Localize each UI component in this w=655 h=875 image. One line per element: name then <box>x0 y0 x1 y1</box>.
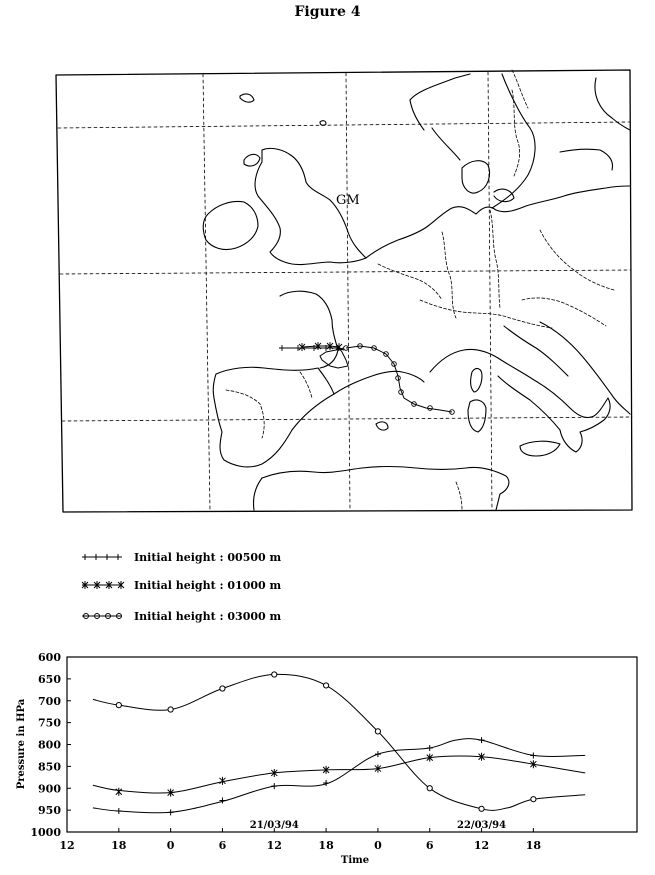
data-point-plus <box>375 751 381 757</box>
x-tick-label: 0 <box>374 839 382 852</box>
data-point-circle <box>220 686 225 691</box>
data-point-star <box>116 788 122 796</box>
x-tick-label: 18 <box>111 839 127 852</box>
data-point-circle <box>427 786 432 791</box>
map-trajectory-3000m <box>346 346 452 412</box>
series-line-star <box>93 756 585 793</box>
y-tick-label: 950 <box>38 804 61 818</box>
date-label: 22/03/94 <box>457 820 507 831</box>
x-tick-label: 6 <box>218 839 227 852</box>
site-label-gm: GM <box>336 193 360 208</box>
map-borders <box>226 70 614 510</box>
y-tick-label: 800 <box>38 738 61 752</box>
legend <box>0 540 655 630</box>
legend-label-1000m: Initial height : 01000 m <box>134 579 282 592</box>
date-label: 21/03/94 <box>249 820 299 831</box>
x-tick-label: 18 <box>525 839 542 852</box>
data-point-circle <box>323 683 328 688</box>
data-point-plus <box>479 737 485 743</box>
y-tick-label: 850 <box>38 760 61 774</box>
data-point-plus <box>427 745 433 751</box>
series-layer <box>93 672 585 815</box>
x-tick-label: 12 <box>473 839 490 852</box>
y-tick-label: 700 <box>38 694 61 708</box>
data-point-plus <box>219 798 225 804</box>
legend-marker-circle <box>82 614 122 619</box>
legend-marker-star <box>82 581 124 589</box>
x-tick-label: 12 <box>266 839 282 852</box>
y-axis <box>30 651 71 839</box>
map-coastlines <box>203 74 630 510</box>
series-line-plus <box>93 739 585 813</box>
data-point-circle <box>479 806 484 811</box>
data-point-circle <box>531 797 536 802</box>
data-point-plus <box>323 780 329 786</box>
y-tick-label: 900 <box>38 782 61 796</box>
legend-label-500m: Initial height : 00500 m <box>134 551 282 564</box>
legend-marker-plus <box>82 554 122 560</box>
data-point-circle <box>375 729 380 734</box>
pressure-chart <box>0 640 655 875</box>
x-tick-label: 12 <box>59 839 75 852</box>
data-point-circle <box>116 703 121 708</box>
x-tick-label: 6 <box>425 839 434 852</box>
data-point-circle <box>168 707 173 712</box>
data-point-circle <box>272 672 277 677</box>
data-point-plus <box>530 752 536 758</box>
map-graticule <box>58 72 632 511</box>
x-tick-label: 0 <box>166 839 175 852</box>
data-point-plus <box>168 809 174 815</box>
y-axis-label: Pressure in HPa <box>16 698 27 790</box>
data-point-plus <box>271 783 277 789</box>
x-axis-label: Time <box>340 855 370 866</box>
y-tick-label: 1000 <box>30 826 61 839</box>
legend-label-3000m: Initial height : 03000 m <box>134 610 282 623</box>
chart-frame <box>67 657 637 832</box>
series-line-circle <box>93 674 585 810</box>
y-tick-label: 600 <box>38 651 61 664</box>
y-tick-label: 650 <box>38 672 61 686</box>
y-tick-label: 750 <box>38 716 61 730</box>
x-tick-label: 18 <box>318 839 334 852</box>
figure-title: Figure 4 <box>294 4 361 20</box>
map-frame <box>56 70 632 512</box>
data-point-plus <box>116 808 122 814</box>
